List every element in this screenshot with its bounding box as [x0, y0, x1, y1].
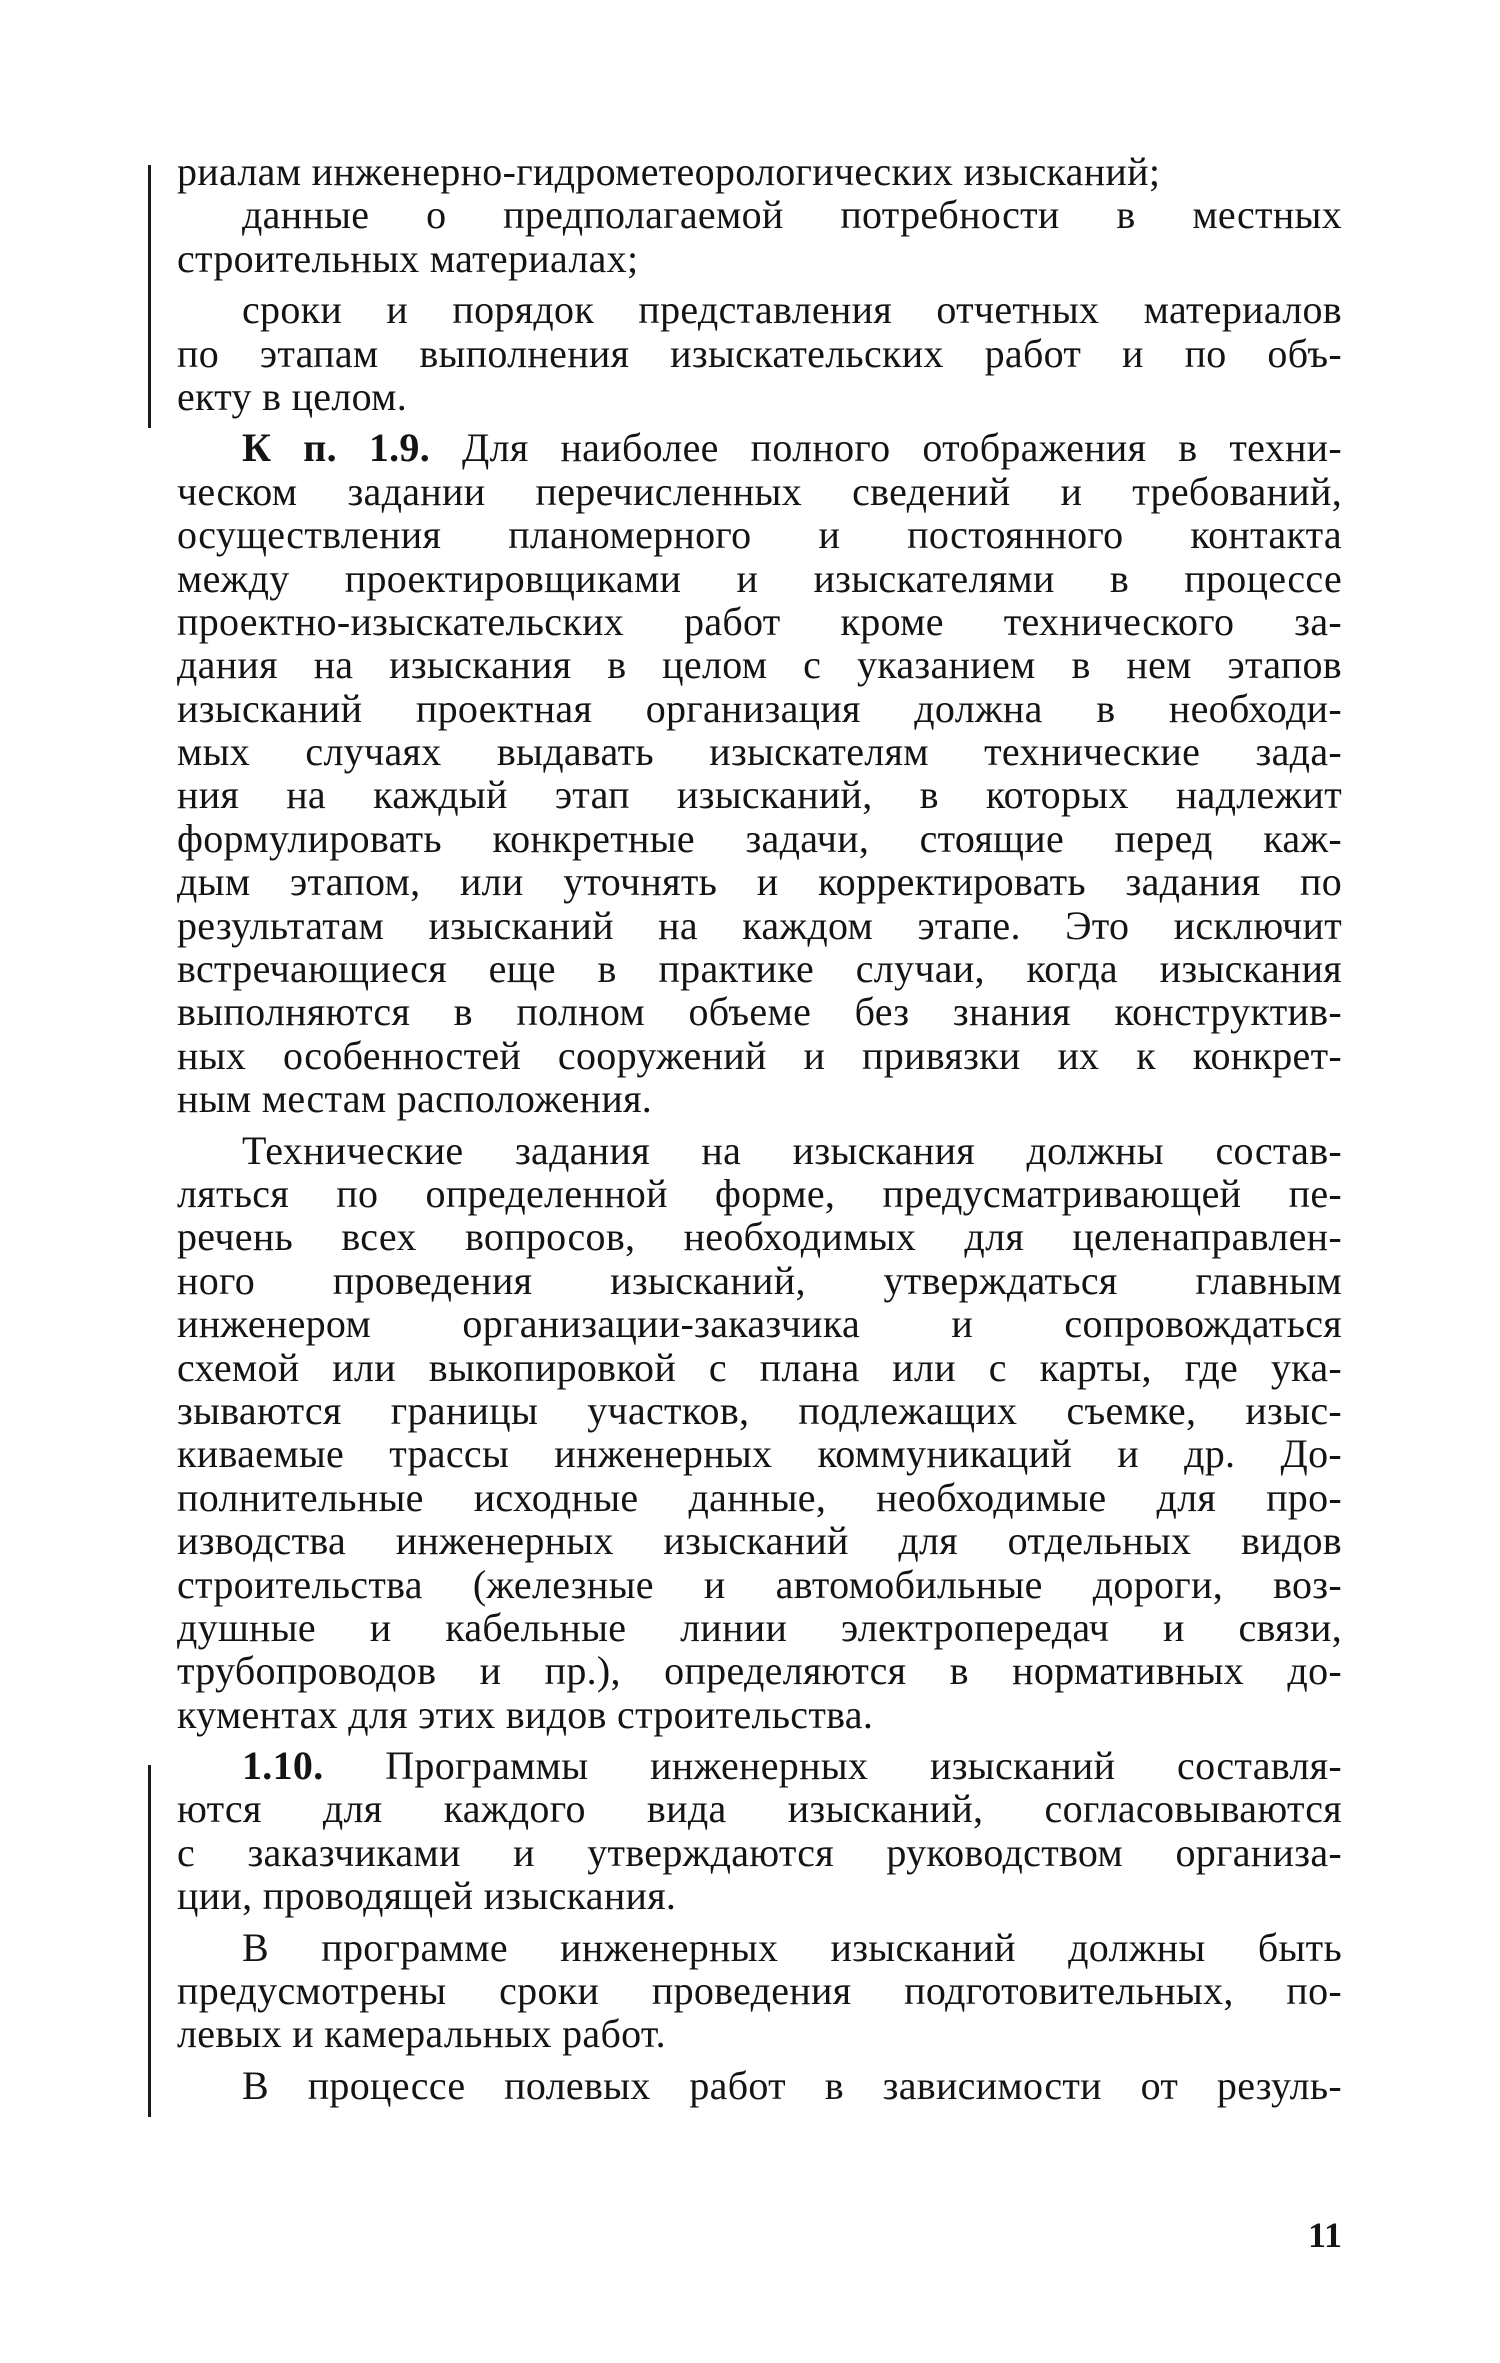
text-line: трубопроводов и пр.), определяются в нормативных до-: [177, 1648, 1342, 1694]
text-line: строительства (железные и автомобильные дороги, воз-: [177, 1561, 1342, 1607]
text-line: осуществления планомерного и постоянного контакта: [177, 512, 1342, 558]
revision-bar-top: [148, 165, 151, 428]
text-line: встречающиеся еще в практике случаи, когда изыскания: [177, 946, 1342, 992]
text-line: душные и кабельные линии электропередач и связи,: [177, 1604, 1342, 1650]
text-line: проектно-изыскательских работ кроме технического за-: [177, 598, 1342, 644]
text-line: дым этапом, или уточнять и корректировать задания по: [177, 859, 1342, 905]
text-line: полнительные исходные данные, необходимые для про-: [177, 1474, 1342, 1520]
page-number: 11: [1307, 2215, 1342, 2255]
text-run: Программы инженерных изысканий составля-: [323, 1743, 1342, 1789]
text-line: ного проведения изысканий, утверждаться главным: [177, 1257, 1342, 1303]
text-line: ются для каждого вида изысканий, согласовываются: [177, 1786, 1342, 1832]
text-line: левых и камеральных работ.: [177, 2011, 666, 2057]
text-line: инженером организации-заказчика и сопровождаться: [177, 1301, 1342, 1347]
text-line: ляться по определенной форме, предусматривающей пе-: [177, 1170, 1342, 1216]
text-line: сроки и порядок представления отчетных материалов: [242, 287, 1342, 333]
text-line: речень всех вопросов, необходимых для целенаправлен-: [177, 1214, 1342, 1260]
text-line: екту в целом.: [177, 373, 408, 419]
text-line: схемой или выкопировкой с плана или с карты, где ука-: [177, 1344, 1342, 1390]
revision-bar-bottom: [148, 1765, 151, 2117]
text-line: ции, проводящей изыскания.: [177, 1873, 677, 1919]
text-line: ных особенностей сооружений и привязки их к конкрет-: [177, 1032, 1342, 1078]
text-line: выполняются в полном объеме без знания конструктив-: [177, 989, 1342, 1035]
text-line: ческом задании перечисленных сведений и требований,: [177, 468, 1342, 514]
text-line: по этапам выполнения изыскательских работ и по объ-: [177, 330, 1342, 376]
text-line: ния на каждый этап изысканий, в которых надлежит: [177, 772, 1342, 818]
text-line: Технические задания на изыскания должны состав-: [242, 1127, 1342, 1173]
section-ref: К п. 1.9.: [242, 425, 431, 471]
text-line: зываются границы участков, подлежащих съемке, изыс-: [177, 1387, 1342, 1433]
section-number: 1.10.: [242, 1743, 324, 1789]
text-line: между проектировщиками и изыскателями в процессе: [177, 555, 1342, 601]
text-line: В процессе полевых работ в зависимости от резуль-: [242, 2062, 1342, 2108]
text-line: результатам изысканий на каждом этапе. Это исключит: [177, 902, 1342, 948]
text-line: с заказчиками и утверждаются руководством организа-: [177, 1829, 1342, 1875]
text-run: Для наиболее полного отображения в техни-: [430, 425, 1342, 471]
text-line: формулировать конкретные задачи, стоящие перед каж-: [177, 815, 1342, 861]
text-line: киваемые трассы инженерных коммуникаций и др. До-: [177, 1431, 1342, 1477]
text-line: изводства инженерных изысканий для отдельных видов: [177, 1518, 1342, 1564]
text-line: строительных материалах;: [177, 235, 639, 281]
text-line: ным местам расположения.: [177, 1076, 653, 1122]
text-line: [177, 1744, 1342, 1787]
text-line: В программе инженерных изысканий должны быть: [242, 1924, 1342, 1970]
text-line: кументах для этих видов строительства.: [177, 1691, 874, 1737]
text-line: дания на изыскания в целом с указанием в нем этапов: [177, 642, 1342, 688]
text-line: [177, 426, 1342, 469]
text-line: предусмотрены сроки проведения подготовительных, по-: [177, 1968, 1342, 2014]
text-line: изысканий проектная организация должна в необходи-: [177, 685, 1342, 731]
text-line: мых случаях выдавать изыскателям технические зада-: [177, 729, 1342, 775]
text-line: риалам инженерно-гидрометеорологических изысканий;: [177, 149, 1161, 194]
text-line: данные о предполагаемой потребности в местных: [242, 192, 1342, 238]
page-text: [177, 150, 1342, 2107]
